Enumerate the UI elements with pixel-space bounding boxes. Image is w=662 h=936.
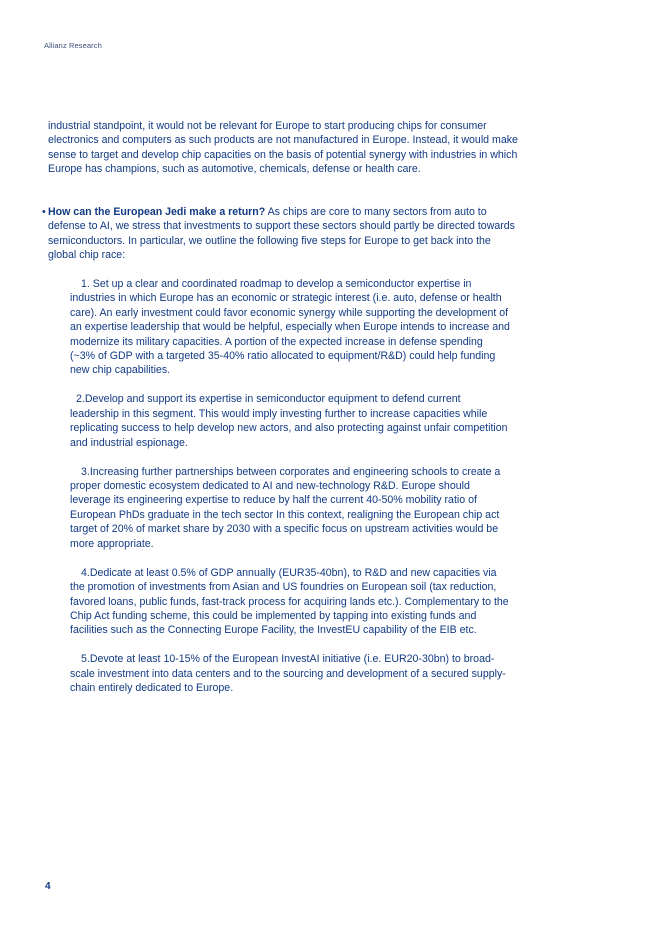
step-text: 2.Develop and support its expertise in semiconductor equipment to defend current leadership in this segment. This would imply investing further to increase capacities while replicating success to help develop new actors, and also protecting against unfair competition and industrial espionage. (70, 393, 508, 449)
step-item-2 (70, 392, 510, 450)
step-text: 1. Set up a clear and coordinated roadmap to develop a semiconductor expertise in industries in which Europe has an economic or strategic interest (i.e. auto, defense or health care). An early investment could favor economic synergy while supporting the development of an expertise leadership that would be helpful, especially when Europe intends to increase and modernize its military capacities. A portion of the expected increase in defense spending (~3% of GDP with a targeted 35-40% ratio allocated to equipment/R&D) could help funding new chip capabilities. (70, 278, 510, 377)
report-brand-header: Allianz Research (44, 41, 102, 50)
bullet-lead-question: How can the European Jedi make a return? (48, 206, 266, 218)
step-item-3 (70, 465, 510, 551)
intro-text: industrial standpoint, it would not be relevant for Europe to start producing chips for consumer electronics and computers as such products are not manufactured in Europe. Instead, it would make sense to target and develop chip capacities on the basis of potential synergy with industries in which Europe has champions, such as automotive, chemicals, defense or health care. (48, 120, 518, 176)
intro-paragraph (48, 119, 518, 177)
step-item-5 (70, 652, 510, 695)
step-text: 4.Dedicate at least 0.5% of GDP annually (EUR35-40bn), to R&D and new capacities via the promotion of investments from Asian and US foundries on European soil (tax reduction, favored loans, public funds, fast-track process for acquiring lands etc.). Complementary to the Chip Act funding scheme, this could be implemented by tapping into existing funds and facilities such as the Connecting Europe Facility, the InvestEU capability of the EIB etc. (70, 566, 509, 637)
page-number: 4 (45, 881, 51, 892)
step-text: 3.Increasing further partnerships between corporates and engineering schools to create a proper domestic ecosystem dedicated to AI and new-technology R&D. Europe should leverage its engineering expertise to reduce by half the current 40-50% mobility ratio of European PhDs graduate in the tech sector In this context, realigning the European chip act target of 20% of market share by 2030 with a specific focus on upstream activities would be more appropriate. (70, 465, 501, 550)
step-item-1 (70, 277, 510, 378)
bullet-paragraph (42, 205, 518, 263)
step-text: 5.Devote at least 10-15% of the European InvestAI initiative (i.e. EUR20-30bn) to broad-scale investment into data centers and to the sourcing and development of a secured supply-chain entirely dedicated to Europe. (70, 653, 506, 695)
bullet-text: As chips are core to many sectors from auto to defense to AI, we stress that investments to support these sectors should partly be directed towards semiconductors. In particular, we outline the following five steps for Europe to get back into the global chip race: (48, 206, 515, 262)
bullet-marker: • (42, 206, 46, 218)
step-item-4 (70, 566, 510, 638)
bullet-body (42, 205, 518, 263)
steps-list (70, 277, 510, 710)
